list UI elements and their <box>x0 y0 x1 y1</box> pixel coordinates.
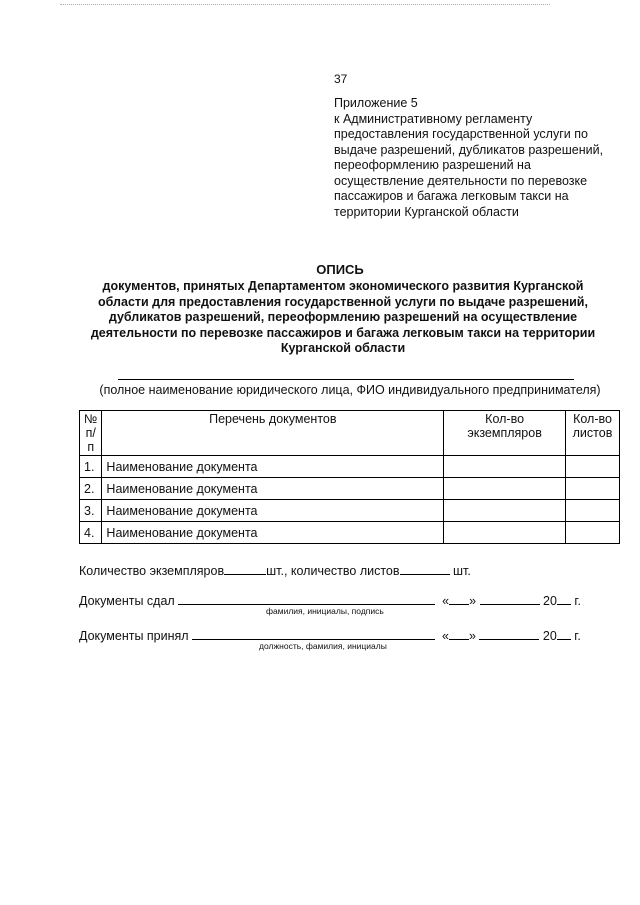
handed-day-field[interactable] <box>449 592 469 605</box>
received-year-prefix: 20 <box>542 629 557 643</box>
received-signature-field[interactable] <box>192 627 435 640</box>
handed-year-prefix: 20 <box>543 594 557 608</box>
copies-label: Количество экземпляров <box>79 564 225 578</box>
appendix-line: выдаче разрешений, дубликатов разрешений, <box>334 142 604 157</box>
handed-month-field[interactable] <box>480 592 540 605</box>
row-sheets-cell[interactable] <box>566 478 620 500</box>
quantity-line <box>79 562 471 578</box>
received-quote-close: » <box>468 629 476 643</box>
handed-year-suffix: г. <box>574 594 581 608</box>
received-label: Документы принял <box>79 629 189 643</box>
row-document-name: Наименование документа <box>102 456 444 478</box>
header-number-line2: п/п <box>85 426 96 454</box>
row-document-name: Наименование документа <box>102 500 444 522</box>
table-header-row <box>80 411 620 456</box>
header-number <box>80 411 102 456</box>
handed-label: Документы сдал <box>79 594 175 608</box>
header-sheets <box>566 411 620 456</box>
received-month-field[interactable] <box>479 627 539 640</box>
appendix-line: переоформлению разрешений на <box>334 158 531 172</box>
entity-caption: (полное наименование юридического лица, ФИО индивидуального предпринимателя) <box>99 383 601 397</box>
row-sheets-cell[interactable] <box>566 456 620 478</box>
entity-name-line[interactable] <box>118 379 574 380</box>
header-sheets-line2: листов <box>572 426 613 440</box>
row-number: 1. <box>80 456 102 478</box>
row-document-name: Наименование документа <box>102 478 444 500</box>
appendix-title: Приложение 5 <box>334 96 418 110</box>
copies-unit: шт., количество листов <box>266 564 400 578</box>
row-number: 2. <box>80 478 102 500</box>
table-row <box>80 478 620 500</box>
row-document-name: Наименование документа <box>102 522 444 544</box>
header-sheets-line1: Кол-во <box>573 412 612 426</box>
row-number: 4. <box>80 522 102 544</box>
copies-count-field[interactable] <box>224 562 266 575</box>
page-number: 37 <box>334 72 348 86</box>
appendix-block <box>334 96 624 220</box>
table-row <box>80 456 620 478</box>
received-year-suffix: г. <box>574 629 581 643</box>
sheets-unit: шт. <box>453 564 471 578</box>
received-quote-open: « <box>442 629 449 643</box>
appendix-line: к Административному регламенту <box>334 111 533 126</box>
handed-year-field[interactable] <box>557 592 571 605</box>
document-title: ОПИСЬ <box>316 262 364 277</box>
header-documents: Перечень документов <box>102 411 444 456</box>
handed-caption: фамилия, инициалы, подпись <box>266 606 384 616</box>
row-number: 3. <box>80 500 102 522</box>
documents-table <box>79 410 620 544</box>
appendix-line: осуществление деятельности по перевозке <box>334 173 588 188</box>
received-caption: должность, фамилия, инициалы <box>259 641 387 651</box>
row-copies-cell[interactable] <box>444 522 566 544</box>
received-day-field[interactable] <box>449 627 469 640</box>
row-sheets-cell[interactable] <box>566 522 620 544</box>
handed-quote-close: » <box>469 594 477 608</box>
header-copies-line1: Кол-во <box>485 412 525 426</box>
handed-quote-open: « <box>442 594 450 608</box>
header-copies-line2: экземпляров <box>467 426 542 440</box>
table-row <box>80 522 620 544</box>
sheets-count-field[interactable] <box>400 562 450 575</box>
appendix-line: пассажиров и багажа легковым такси на <box>334 189 569 203</box>
appendix-line: предоставления государственной услуги по <box>334 127 588 141</box>
header-number-line1: № <box>84 412 98 426</box>
table-row <box>80 500 620 522</box>
handed-signature-field[interactable] <box>178 592 435 605</box>
document-subtitle: документов, принятых Департаментом экономического развития Курганской области для предоставления государственной услуги по выдаче разрешений, дубликатов разрешений, переоформлению разрешений на осуществление деятельности по перевозке пассажиров и багажа легковым такси на территории Курганской области <box>90 279 596 355</box>
row-copies-cell[interactable] <box>444 500 566 522</box>
header-copies <box>444 411 566 456</box>
appendix-line: территории Курганской области <box>334 204 519 219</box>
received-year-field[interactable] <box>557 627 571 640</box>
row-copies-cell[interactable] <box>444 456 566 478</box>
row-copies-cell[interactable] <box>444 478 566 500</box>
row-sheets-cell[interactable] <box>566 500 620 522</box>
scan-artifact-line <box>60 4 550 5</box>
